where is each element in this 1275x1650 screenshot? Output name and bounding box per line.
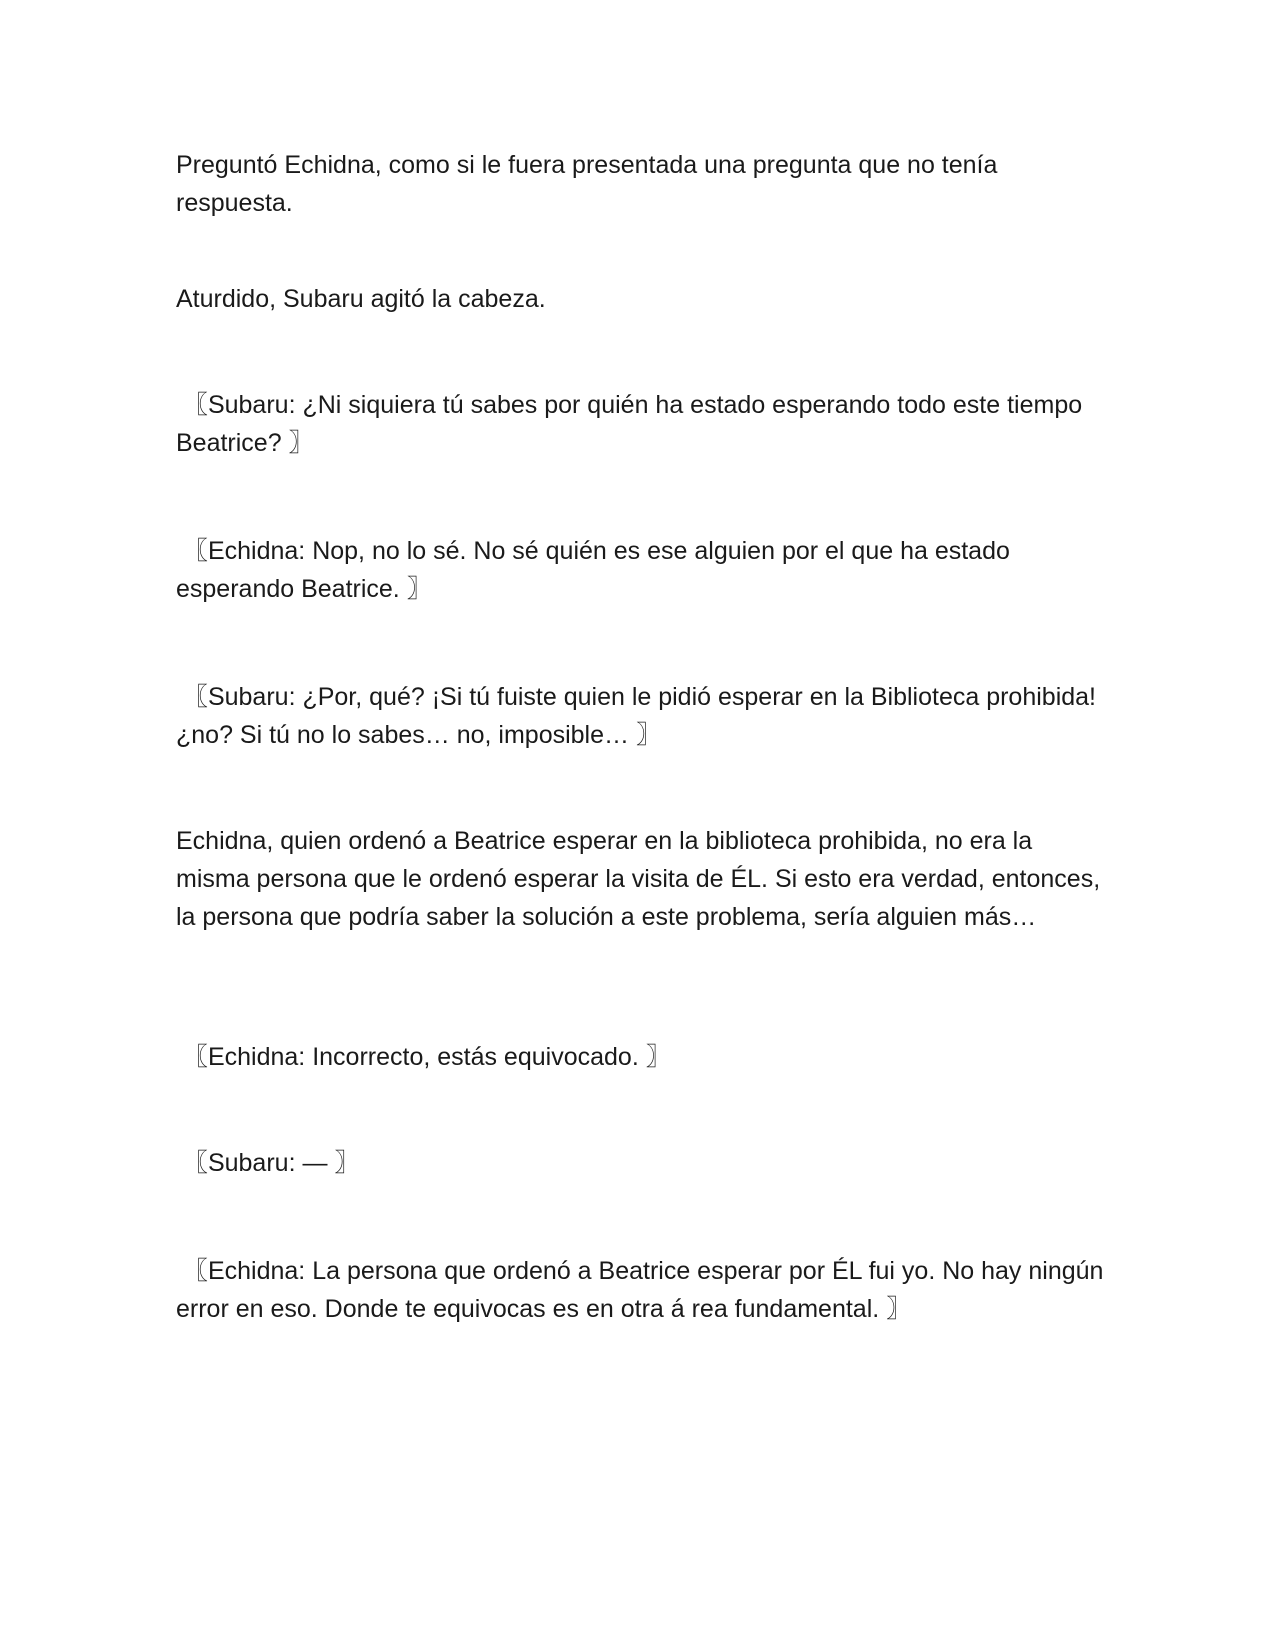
dialogue-echidna-1: 〖Echidna: Nop, no lo sé. No sé quién es ese alguien por el que ha estado esperando Beatrice. 〗 bbox=[176, 537, 1017, 603]
dialogue-subaru-1: 〖Subaru: ¿Ni siquiera tú sabes por quién ha estado esperando todo este tiempo Beatrice? 〗 bbox=[176, 391, 1090, 457]
paragraph-narration-dazed: Aturdido, Subaru agitó la cabeza. bbox=[176, 285, 546, 313]
dialogue-subaru-3: 〖Subaru: — 〗 bbox=[176, 1149, 360, 1177]
dialogue-subaru-2: 〖Subaru: ¿Por, qué? ¡Si tú fuiste quien le pidió esperar en la Biblioteca prohibida! ¿no? Si tú no lo sabes… no, imposible… 〗 bbox=[176, 683, 1103, 749]
paragraph-narration-reasoning: Echidna, quien ordenó a Beatrice esperar en la biblioteca prohibida, no era la misma persona que le ordenó esperar la visita de ÉL. Si esto era verdad, entonces, la persona que podría saber la solución a este problema, sería alguien más… bbox=[176, 827, 1101, 931]
dialogue-echidna-2: 〖Echidna: Incorrecto, estás equivocado. 〗 bbox=[176, 1043, 671, 1071]
dialogue-echidna-3: 〖Echidna: La persona que ordenó a Beatrice esperar por ÉL fui yo. No hay ningún error en eso. Donde te equivocas es en otra á rea fundamental. 〗 bbox=[176, 1257, 1111, 1323]
paragraph-narration-question: Preguntó Echidna, como si le fuera presentada una pregunta que no tenía respuesta. bbox=[176, 151, 998, 217]
